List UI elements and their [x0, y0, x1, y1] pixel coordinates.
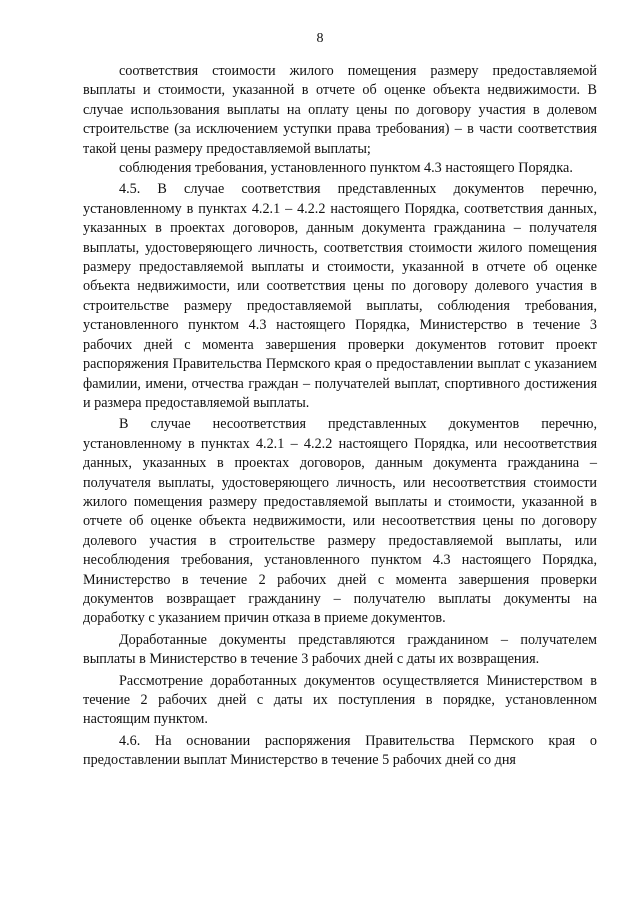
paragraph-revised-documents: Доработанные документы представляются гражданином – получателем выплаты в Министерство в течение 3 рабочих дней с даты их возвращения.: [83, 631, 597, 668]
paragraph-mismatch: В случае несоответствия представленных документов перечню, установленному в пунктах 4.2.1 – 4.2.2 настоящего Порядка, или несоответствия данных, указанных в проектах договоров, данным документа гражданина – получателя выплаты, удостоверяющего личность, или несоответствия стоимости жилого помещения размеру предоставляемой выплаты и стоимости, указанной в отчете об оценке объекта недвижимости, или несоответствия цены по договору долевого участия в строительстве размеру предоставляемой выплаты, или несоблюдения требования, установленного пунктом 4.3 настоящего Порядка, Министерство в течение 2 рабочих дней с момента завершения проверки документов возвращает гражданину – получателю выплаты документы на доработку с указанием причин отказа в приеме документов.: [83, 416, 597, 627]
document-body: [83, 62, 597, 771]
paragraph-review: Рассмотрение доработанных документов осуществляется Министерством в течение 2 рабочих дней с даты их поступления в порядке, установленном настоящим пунктом.: [83, 672, 597, 728]
page-number: 8: [316, 31, 324, 46]
paragraph-4-6: 4.6. На основании распоряжения Правительства Пермского края о предоставлении выплат Министерство в течение 5 рабочих дней со дня: [83, 732, 597, 769]
paragraph-4-5: 4.5. В случае соответствия представленных документов перечню, установленному в пунктах 4.2.1 – 4.2.2 настоящего Порядка, соответствия данных, указанных в проектах договоров, данным документа гражданина – получателя выплаты, удостоверяющего личность, соответствия стоимости жилого помещения размеру предоставляемой выплаты и стоимости, указанной в отчете об оценке объекта недвижимости, или соответствия цены по договору долевого участия в строительстве размеру предоставляемой выплаты, соблюдения требования, установленного пунктом 4.3 настоящего Порядка, Министерство в течение 3 рабочих дней с момента завершения проверки документов готовит проект распоряжения Правительства Пермского края о предоставлении выплат с указанием фамилии, имени, отчества граждан – получателей выплат, спортивного достижения и размера предоставляемой выплаты.: [83, 181, 597, 411]
paragraph-continuation: соответствия стоимости жилого помещения размеру предоставляемой выплаты и стоимости, указанной в отчете об оценке объекта недвижимости. В случае использования выплаты на оплату цены по договору участия в долевом строительстве (за исключением уступки права требования) – в части соответствия такой цены размеру предоставляемой выплаты;: [83, 63, 597, 157]
paragraph-requirement: соблюдения требования, установленного пунктом 4.3 настоящего Порядка.: [119, 160, 573, 177]
